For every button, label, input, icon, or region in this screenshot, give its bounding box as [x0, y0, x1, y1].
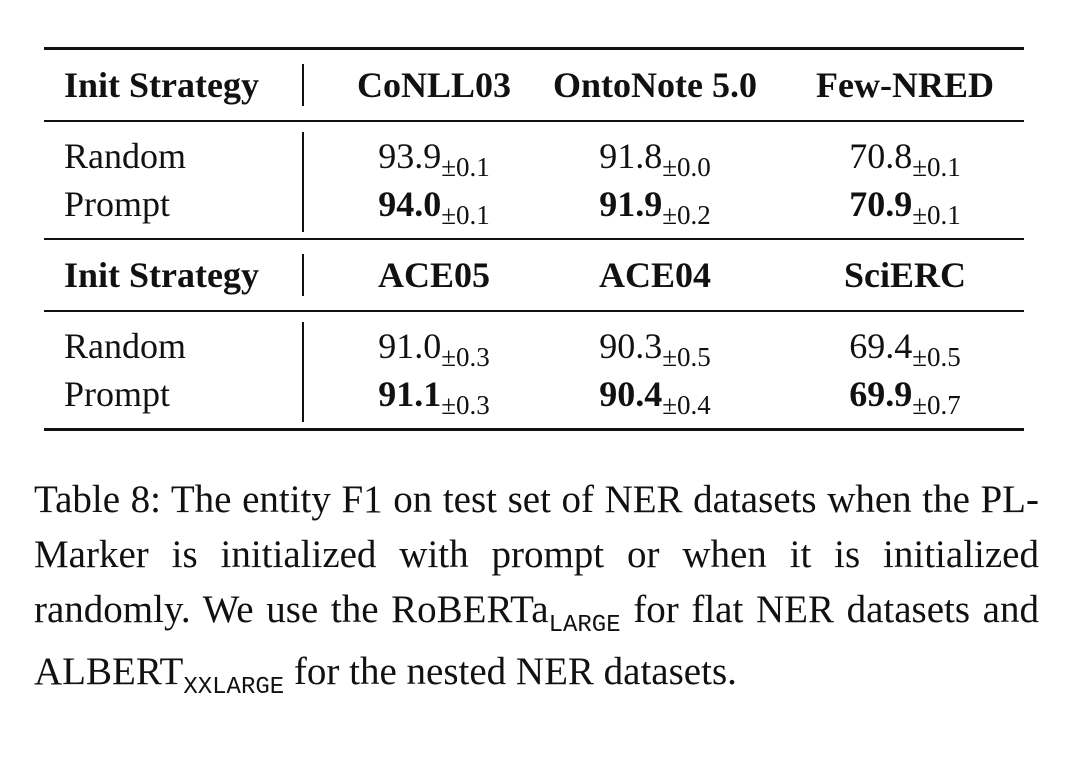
- dataset-header: CoNLL03: [356, 65, 512, 105]
- init-strategy-header: Init Strategy: [64, 255, 259, 295]
- dataset-header: ACE04: [598, 255, 711, 295]
- row-label: Prompt: [64, 184, 171, 224]
- table-caption: Table 8: The entity F1 on test set of NER datasets when the PL-Marker is initialized with prompt or when it is initialized randomly. We use the RoBERTa$_{LARGE}$ for flat NER datasets and $ALBERT_{XXLARGE}$ for the nested NER datasets.: [34, 478, 1039, 701]
- table-cell: $69.9_{\pm 0.7}$: [849, 374, 961, 420]
- table-cell: $70.9_{\pm 0.1}$: [849, 184, 961, 230]
- table-cell: $70.8_{\pm 0.1}$: [849, 136, 961, 182]
- column-divider: [302, 64, 304, 106]
- table-cell: $91.8_{\pm 0.0}$: [599, 136, 711, 182]
- row-label: Random: [64, 136, 186, 176]
- row-label: Random: [64, 326, 186, 366]
- table-row: [44, 180, 1024, 228]
- table-cell: $91.9_{\pm 0.2}$: [599, 184, 711, 230]
- table-bottom-rule: [44, 428, 1024, 431]
- table-cell: $90.4_{\pm 0.4}$: [599, 374, 711, 420]
- init-strategy-header: Init Strategy: [64, 65, 259, 105]
- table-row: [44, 132, 1024, 180]
- dataset-header: OntoNote 5.0: [553, 65, 757, 105]
- header-row-bottom: [44, 240, 1024, 310]
- column-divider: [302, 254, 304, 296]
- table-cell: $91.0_{\pm 0.3}$: [378, 326, 490, 372]
- table-cell: $69.4_{\pm 0.5}$: [849, 326, 961, 372]
- row-label: Prompt: [64, 374, 171, 414]
- dataset-header: SciERC: [843, 255, 966, 295]
- table-body-bottom: [44, 312, 1024, 428]
- dataset-header: Few-NRED: [816, 65, 994, 105]
- table-body-top: [44, 122, 1024, 238]
- header-row-top: [44, 50, 1024, 120]
- table-cell: $91.1_{\pm 0.3}$: [378, 374, 490, 420]
- table-cell: $94.0_{\pm 0.1}$: [378, 184, 490, 230]
- table-row: [44, 322, 1024, 370]
- dataset-header: ACE05: [377, 255, 490, 295]
- table-cell: $90.3_{\pm 0.5}$: [599, 326, 711, 372]
- table-row: [44, 370, 1024, 418]
- results-table: [44, 47, 1024, 431]
- table-cell: $93.9_{\pm 0.1}$: [378, 136, 490, 182]
